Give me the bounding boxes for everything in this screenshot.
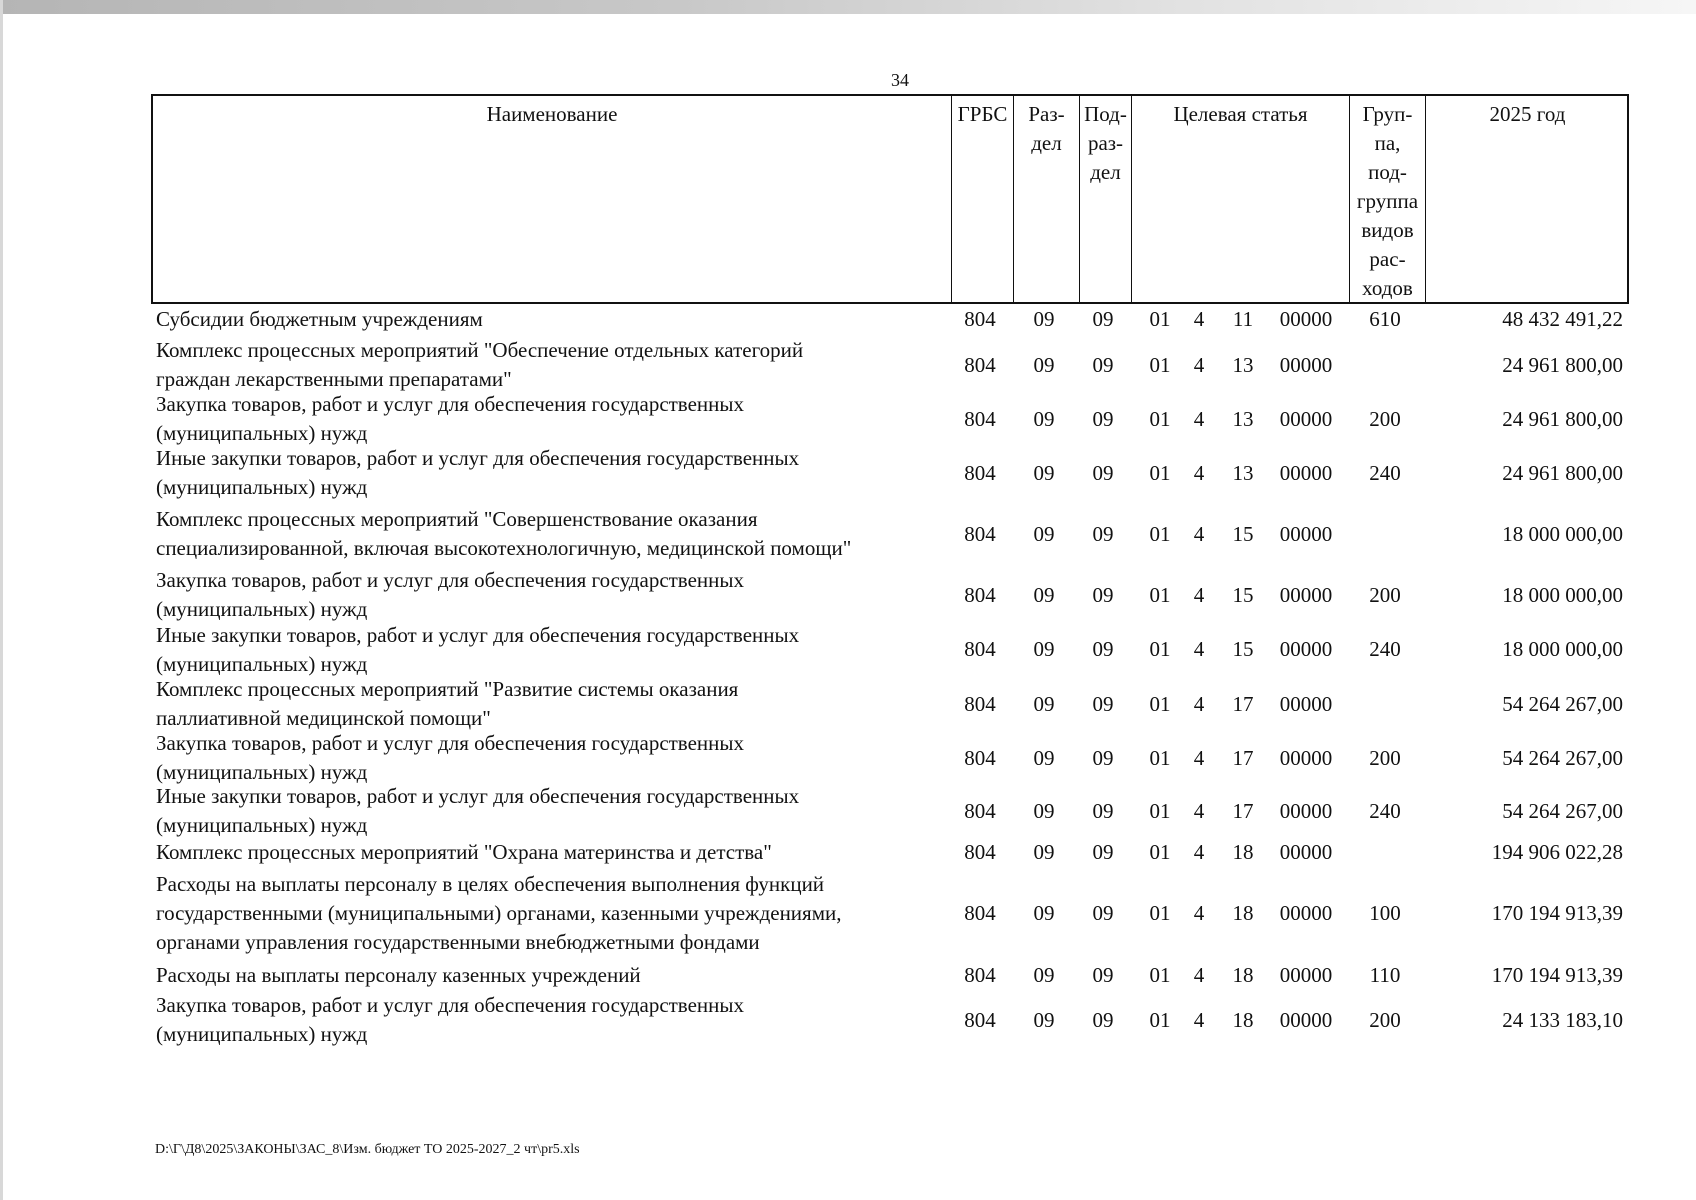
cell-grbs: 804: [964, 691, 996, 716]
row-name-line: органами управления государственными внебюджетными фондами: [156, 929, 760, 954]
cell-t2: 4: [1193, 306, 1205, 331]
row-name-line: специализированной, включая высокотехнологичную, медицинской помощи": [156, 536, 852, 560]
cell-t4: 00000: [1279, 798, 1333, 823]
header-group-line: па,: [1374, 131, 1401, 155]
header-group-line: ходов: [1362, 276, 1413, 300]
cell-prz: 09: [1092, 582, 1114, 607]
row-name-line: (муниципальных) нужд: [156, 813, 368, 837]
header-target: [1131, 96, 1349, 302]
row-name: [156, 958, 1086, 992]
header-podrazdel-line: раз-: [1087, 131, 1124, 155]
table-row: [151, 304, 1629, 334]
row-name-line: Иные закупки товаров, работ и услуг для обеспечения государственных: [156, 784, 800, 808]
cell-prz: 09: [1092, 1007, 1114, 1032]
cell-rz: 09: [1033, 798, 1055, 823]
cell-t2: 4: [1193, 900, 1205, 925]
cell-t2: 4: [1193, 352, 1205, 377]
file-path-footer: D:\Г\Д8\2025\ЗАКОНЫ\ЗАС_8\Изм. бюджет ТО 2025-2027_2 чт\pr5.xls: [155, 1142, 580, 1157]
cell-prz: 09: [1092, 406, 1114, 431]
cell-t3: 17: [1232, 745, 1254, 770]
cell-t3: 13: [1232, 352, 1254, 377]
cell-prz: 09: [1092, 691, 1114, 716]
table-row: [151, 785, 1629, 837]
cell-grbs: 804: [964, 839, 996, 864]
header-year: [1425, 96, 1629, 302]
row-name-line: Комплекс процессных мероприятий "Охрана материнства и детства": [156, 839, 772, 864]
cell-t3: 18: [1232, 900, 1254, 925]
cell-t4: 00000: [1279, 745, 1333, 770]
header-group: [1349, 96, 1425, 302]
cell-t2: 4: [1193, 460, 1205, 485]
row-name-line: Комплекс процессных мероприятий "Развитие системы оказания: [156, 677, 739, 701]
table-row: [151, 337, 1629, 393]
cell-prz: 09: [1092, 745, 1114, 770]
cell-grbs: 804: [964, 962, 996, 987]
row-name: [156, 622, 1086, 677]
cell-rz: 09: [1033, 637, 1055, 661]
cell-prz: 09: [1092, 839, 1114, 864]
cell-t4: 00000: [1279, 691, 1333, 716]
cell-t3: 15: [1232, 637, 1254, 661]
cell-t4: 00000: [1279, 962, 1333, 987]
cell-t2: 4: [1193, 962, 1205, 987]
cell-vr: 240: [1369, 460, 1401, 485]
header-grbs-label: ГРБС: [957, 102, 1008, 126]
row-name-line: Закупка товаров, работ и услуг для обеспечения государственных: [156, 731, 745, 755]
cell-t2: 4: [1193, 839, 1205, 864]
cell-rz: 09: [1033, 900, 1055, 925]
cell-rz: 09: [1033, 962, 1055, 987]
page-number: 34: [891, 70, 909, 90]
cell-grbs: 804: [964, 406, 996, 431]
cell-t3: 15: [1232, 582, 1254, 607]
cell-prz: 09: [1092, 798, 1114, 823]
table-row: [151, 731, 1629, 785]
row-name-line: (муниципальных) нужд: [156, 760, 368, 784]
cell-t2: 4: [1193, 521, 1205, 546]
row-name-line: паллиативной медицинской помощи": [156, 706, 491, 730]
header-podrazdel-line: Под-: [1084, 102, 1127, 126]
row-name-line: Комплекс процессных мероприятий "Обеспечение отдельных категорий: [156, 338, 804, 362]
cell-t4: 00000: [1279, 637, 1333, 661]
cell-vr: [1347, 836, 1423, 868]
cell-t4: 00000: [1279, 406, 1333, 431]
cell-vr: [1347, 500, 1423, 568]
cell-grbs: 804: [964, 1007, 996, 1032]
cell-rz: 09: [1033, 582, 1055, 607]
cell-t1: 01: [1149, 521, 1171, 546]
cell-t4: 00000: [1279, 900, 1333, 925]
row-name-line: Расходы на выплаты персоналу казенных учреждений: [156, 962, 641, 987]
header-podrazdel-line: дел: [1090, 160, 1121, 184]
row-name: [156, 731, 1086, 785]
cell-grbs: 804: [964, 521, 996, 546]
cell-vr: [1347, 337, 1423, 393]
cell-sum: 18 000 000,00: [1502, 582, 1623, 607]
table-row: [151, 622, 1629, 677]
cell-vr: 240: [1369, 637, 1401, 661]
table-row: [151, 568, 1629, 622]
cell-t1: 01: [1149, 352, 1171, 377]
cell-vr: 100: [1369, 900, 1401, 925]
row-name-line: Расходы на выплаты персоналу в целях обеспечения выполнения функций: [156, 871, 825, 896]
cell-rz: 09: [1033, 521, 1055, 546]
header-group-line: видов: [1361, 218, 1414, 242]
cell-sum: 54 264 267,00: [1502, 691, 1623, 716]
table-row: [151, 500, 1629, 568]
cell-grbs: 804: [964, 745, 996, 770]
cell-vr: 200: [1369, 1007, 1401, 1032]
cell-t3: 18: [1232, 962, 1254, 987]
row-name-line: Закупка товаров, работ и услуг для обеспечения государственных: [156, 392, 745, 416]
row-name: [156, 500, 1086, 568]
cell-t1: 01: [1149, 1007, 1171, 1032]
cell-t2: 4: [1193, 798, 1205, 823]
cell-t3: 18: [1232, 839, 1254, 864]
cell-vr: 200: [1369, 582, 1401, 607]
cell-t3: 17: [1232, 798, 1254, 823]
table-row: [151, 869, 1629, 957]
cell-rz: 09: [1033, 691, 1055, 716]
table-row: [151, 446, 1629, 500]
cell-t2: 4: [1193, 745, 1205, 770]
cell-rz: 09: [1033, 1007, 1055, 1032]
row-name: [156, 785, 1086, 837]
row-name-line: (муниципальных) нужд: [156, 475, 368, 499]
cell-sum: 194 906 022,28: [1491, 839, 1623, 864]
cell-sum: 24 133 183,10: [1502, 1007, 1623, 1032]
cell-sum: 54 264 267,00: [1502, 798, 1623, 823]
cell-t4: 00000: [1279, 582, 1333, 607]
row-name-line: (муниципальных) нужд: [156, 651, 368, 676]
cell-rz: 09: [1033, 460, 1055, 485]
row-name-line: Закупка товаров, работ и услуг для обеспечения государственных: [156, 568, 745, 592]
cell-t3: 15: [1232, 521, 1254, 546]
header-razdel: [1013, 96, 1079, 302]
cell-prz: 09: [1092, 352, 1114, 377]
cell-rz: 09: [1033, 745, 1055, 770]
cell-grbs: 804: [964, 900, 996, 925]
header-group-line: под-: [1368, 160, 1407, 184]
cell-t1: 01: [1149, 406, 1171, 431]
table-row: [151, 392, 1629, 446]
row-name-line: Закупка товаров, работ и услуг для обеспечения государственных: [156, 993, 745, 1017]
cell-t2: 4: [1193, 691, 1205, 716]
cell-vr: 110: [1369, 962, 1401, 987]
cell-prz: 09: [1092, 306, 1114, 331]
cell-t2: 4: [1193, 582, 1205, 607]
table-row: [151, 992, 1629, 1048]
cell-t1: 01: [1149, 582, 1171, 607]
cell-t1: 01: [1149, 745, 1171, 770]
row-name: [156, 392, 1086, 446]
header-name-label: Наименование: [486, 102, 618, 126]
cell-t4: 00000: [1279, 1007, 1333, 1032]
cell-t1: 01: [1149, 962, 1171, 987]
cell-vr: 200: [1369, 406, 1401, 431]
cell-sum: 18 000 000,00: [1502, 521, 1623, 546]
cell-t4: 00000: [1279, 306, 1333, 331]
cell-t2: 4: [1193, 637, 1205, 661]
header-razdel-line: Раз-: [1028, 102, 1065, 126]
cell-t1: 01: [1149, 839, 1171, 864]
cell-t3: 13: [1232, 406, 1254, 431]
cell-grbs: 804: [964, 582, 996, 607]
cell-t1: 01: [1149, 306, 1171, 331]
row-name-line: Иные закупки товаров, работ и услуг для обеспечения государственных: [156, 622, 800, 647]
cell-sum: 24 961 800,00: [1502, 352, 1623, 377]
row-name: [156, 304, 1086, 334]
cell-grbs: 804: [964, 306, 996, 331]
cell-t4: 00000: [1279, 460, 1333, 485]
cell-sum: 54 264 267,00: [1502, 745, 1623, 770]
scan-edge-left: [0, 0, 3, 1200]
cell-vr: 610: [1369, 306, 1401, 331]
cell-prz: 09: [1092, 460, 1114, 485]
row-name-line: (муниципальных) нужд: [156, 1022, 368, 1046]
header-target-label: Целевая статья: [1173, 102, 1308, 126]
header-group-line: группа: [1356, 189, 1419, 213]
header-razdel-line: дел: [1031, 131, 1062, 155]
cell-t2: 4: [1193, 406, 1205, 431]
cell-t4: 00000: [1279, 521, 1333, 546]
row-name: [156, 677, 1086, 731]
cell-sum: 18 000 000,00: [1502, 637, 1623, 661]
cell-vr: [1347, 677, 1423, 731]
cell-vr: 240: [1369, 798, 1401, 823]
cell-prz: 09: [1092, 637, 1114, 661]
row-name-line: Комплекс процессных мероприятий "Совершенствование оказания: [156, 507, 758, 531]
row-name: [156, 446, 1086, 500]
row-name: [156, 568, 1086, 622]
cell-rz: 09: [1033, 352, 1055, 377]
row-name-line: Иные закупки товаров, работ и услуг для обеспечения государственных: [156, 446, 800, 470]
cell-prz: 09: [1092, 962, 1114, 987]
header-year-label: 2025 год: [1489, 102, 1566, 126]
cell-t3: 11: [1232, 306, 1254, 331]
row-name: [156, 992, 1086, 1048]
table-header: [151, 94, 1629, 304]
row-name: [156, 836, 1086, 868]
cell-rz: 09: [1033, 839, 1055, 864]
table-row: [151, 677, 1629, 731]
row-name-line: государственными (муниципальными) органами, казенными учреждениями,: [156, 900, 842, 925]
table-row: [151, 836, 1629, 868]
row-name-line: граждан лекарственными препаратами": [156, 367, 512, 391]
cell-sum: 48 432 491,22: [1502, 306, 1623, 331]
cell-rz: 09: [1033, 406, 1055, 431]
cell-grbs: 804: [964, 798, 996, 823]
cell-t1: 01: [1149, 691, 1171, 716]
scan-edge-top: [0, 0, 1696, 14]
header-name: [153, 96, 951, 302]
cell-grbs: 804: [964, 637, 996, 661]
cell-t2: 4: [1193, 1007, 1205, 1032]
cell-t4: 00000: [1279, 352, 1333, 377]
cell-prz: 09: [1092, 521, 1114, 546]
row-name-line: (муниципальных) нужд: [156, 597, 368, 621]
cell-t3: 13: [1232, 460, 1254, 485]
table-row: [151, 958, 1629, 992]
cell-sum: 24 961 800,00: [1502, 460, 1623, 485]
header-group-line: рас-: [1369, 247, 1406, 271]
row-name-line: (муниципальных) нужд: [156, 421, 368, 445]
cell-t1: 01: [1149, 900, 1171, 925]
row-name-line: Субсидии бюджетным учреждениям: [156, 306, 483, 331]
cell-t1: 01: [1149, 798, 1171, 823]
header-grbs: [951, 96, 1013, 302]
cell-t4: 00000: [1279, 839, 1333, 864]
cell-rz: 09: [1033, 306, 1055, 331]
cell-t3: 17: [1232, 691, 1254, 716]
cell-sum: 24 961 800,00: [1502, 406, 1623, 431]
cell-prz: 09: [1092, 900, 1114, 925]
cell-grbs: 804: [964, 352, 996, 377]
cell-t3: 18: [1232, 1007, 1254, 1032]
row-name: [156, 869, 1086, 957]
row-name: [156, 337, 1086, 393]
cell-sum: 170 194 913,39: [1491, 962, 1623, 987]
cell-grbs: 804: [964, 460, 996, 485]
cell-t1: 01: [1149, 637, 1171, 661]
cell-t1: 01: [1149, 460, 1171, 485]
header-podrazdel: [1079, 96, 1131, 302]
cell-sum: 170 194 913,39: [1491, 900, 1623, 925]
cell-vr: 200: [1369, 745, 1401, 770]
header-group-line: Груп-: [1362, 102, 1413, 126]
